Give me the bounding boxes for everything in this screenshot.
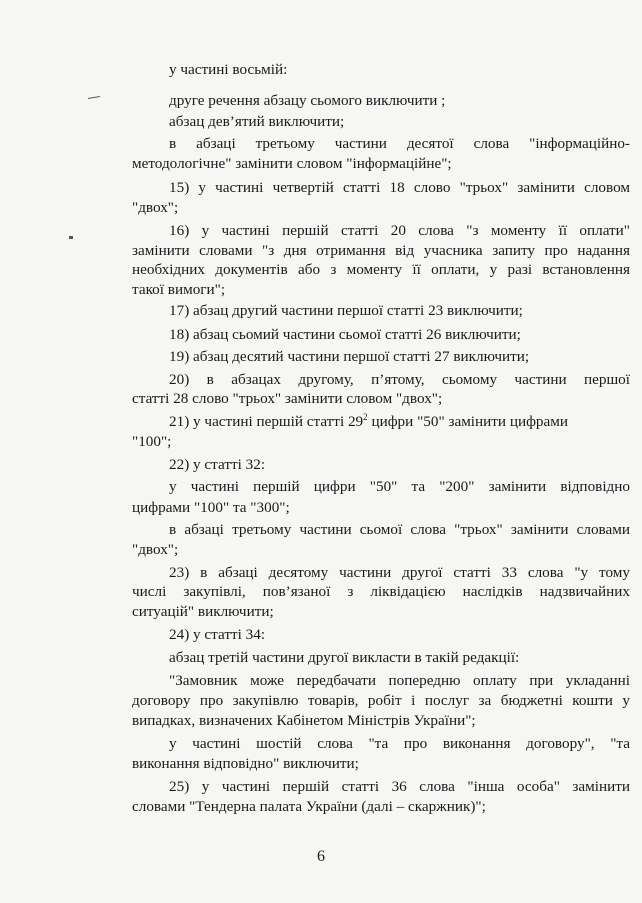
paragraph-line: 19) абзац десятий частини першої статті 27 виключити; [169,348,530,365]
paragraph-line: в абзаці третьому частини сьомої слова "трьох" замінити словами [169,521,630,538]
paragraph-line: договору про закупівлю товарів, робіт і послуг за бюджетні кошти у [132,692,630,709]
scan-mark [88,96,100,99]
paragraph-line: випадках, визначених Кабінетом Міністрів України"; [132,712,476,729]
paragraph-line: у частині першій цифри "50" та "200" замінити відповідно [169,478,630,495]
paragraph-line: 15) у частині четвертій статті 18 слово "трьох" замінити словом [169,179,630,196]
paragraph-line: статті 28 слово "трьох" замінити словом "двох"; [132,390,443,407]
paragraph-line: 22) у статті 32: [169,456,266,473]
paragraph-line: такої вимоги"; [132,281,226,298]
paragraph-line: методологічне" замінити словом "інформаційне"; [132,155,452,172]
paragraph-line: числі закупівлі, пов’язаної з ліквідацією наслідків надзвичайних [132,583,630,600]
scan-mark [69,236,73,239]
paragraph-line: необхідних документів або з моменту її оплати, у разі встановлення [132,261,630,278]
paragraph-line: 20) в абзацах другому, п’ятому, сьомому частини першої [169,371,630,388]
paragraph-line: цифрами "100" та "300"; [132,499,290,516]
paragraph-line: 25) у частині першій статті 36 слова "інша особа" замінити [169,778,630,795]
paragraph-line: "двох"; [132,199,179,216]
text-segment: 21) у частині першій статті 29 [169,413,364,430]
paragraph-line: "Замовник може передбачати попередню оплату при укладанні [169,672,630,689]
paragraph-line: абзац третій частини другої викласти в такій редакції: [169,649,520,666]
paragraph-line: ситуацій" виключити; [132,603,274,620]
paragraph-line [169,412,630,432]
paragraph-line: 17) абзац другий частини першої статті 23 виключити; [169,302,523,319]
paragraph-line: замінити словами "з дня отримання від учасника запиту про надання [132,242,630,259]
superscript: 2 [363,411,368,422]
paragraph-line: друге речення абзацу сьомого виключити ; [169,92,446,109]
paragraph-line: 16) у частині першій статті 20 слова "з моменту її оплати" [169,222,630,239]
paragraph-line: 24) у статті 34: [169,626,266,643]
paragraph-line: у частині шостій слова "та про виконання договору", "та [169,735,630,752]
paragraph-line: словами "Тендерна палата України (далі – скаржник)"; [132,798,486,815]
page-number: 6 [317,848,325,865]
paragraph-line: "100"; [132,433,172,450]
paragraph-line: 18) абзац сьомий частини сьомої статті 26 виключити; [169,326,521,343]
text-segment: цифри "50" замінити цифрами [367,413,569,430]
paragraph-line: 23) в абзаці десятому частини другої статті 33 слова "у тому [169,564,630,581]
paragraph-line: "двох"; [132,541,179,558]
paragraph-line: виконання відповідно" виключити; [132,755,359,772]
paragraph-line: в абзаці третьому частини десятої слова "інформаційно- [169,135,630,152]
paragraph-line: абзац дев’ятий виключити; [169,113,345,130]
paragraph-line: у частині восьмій: [169,61,288,78]
